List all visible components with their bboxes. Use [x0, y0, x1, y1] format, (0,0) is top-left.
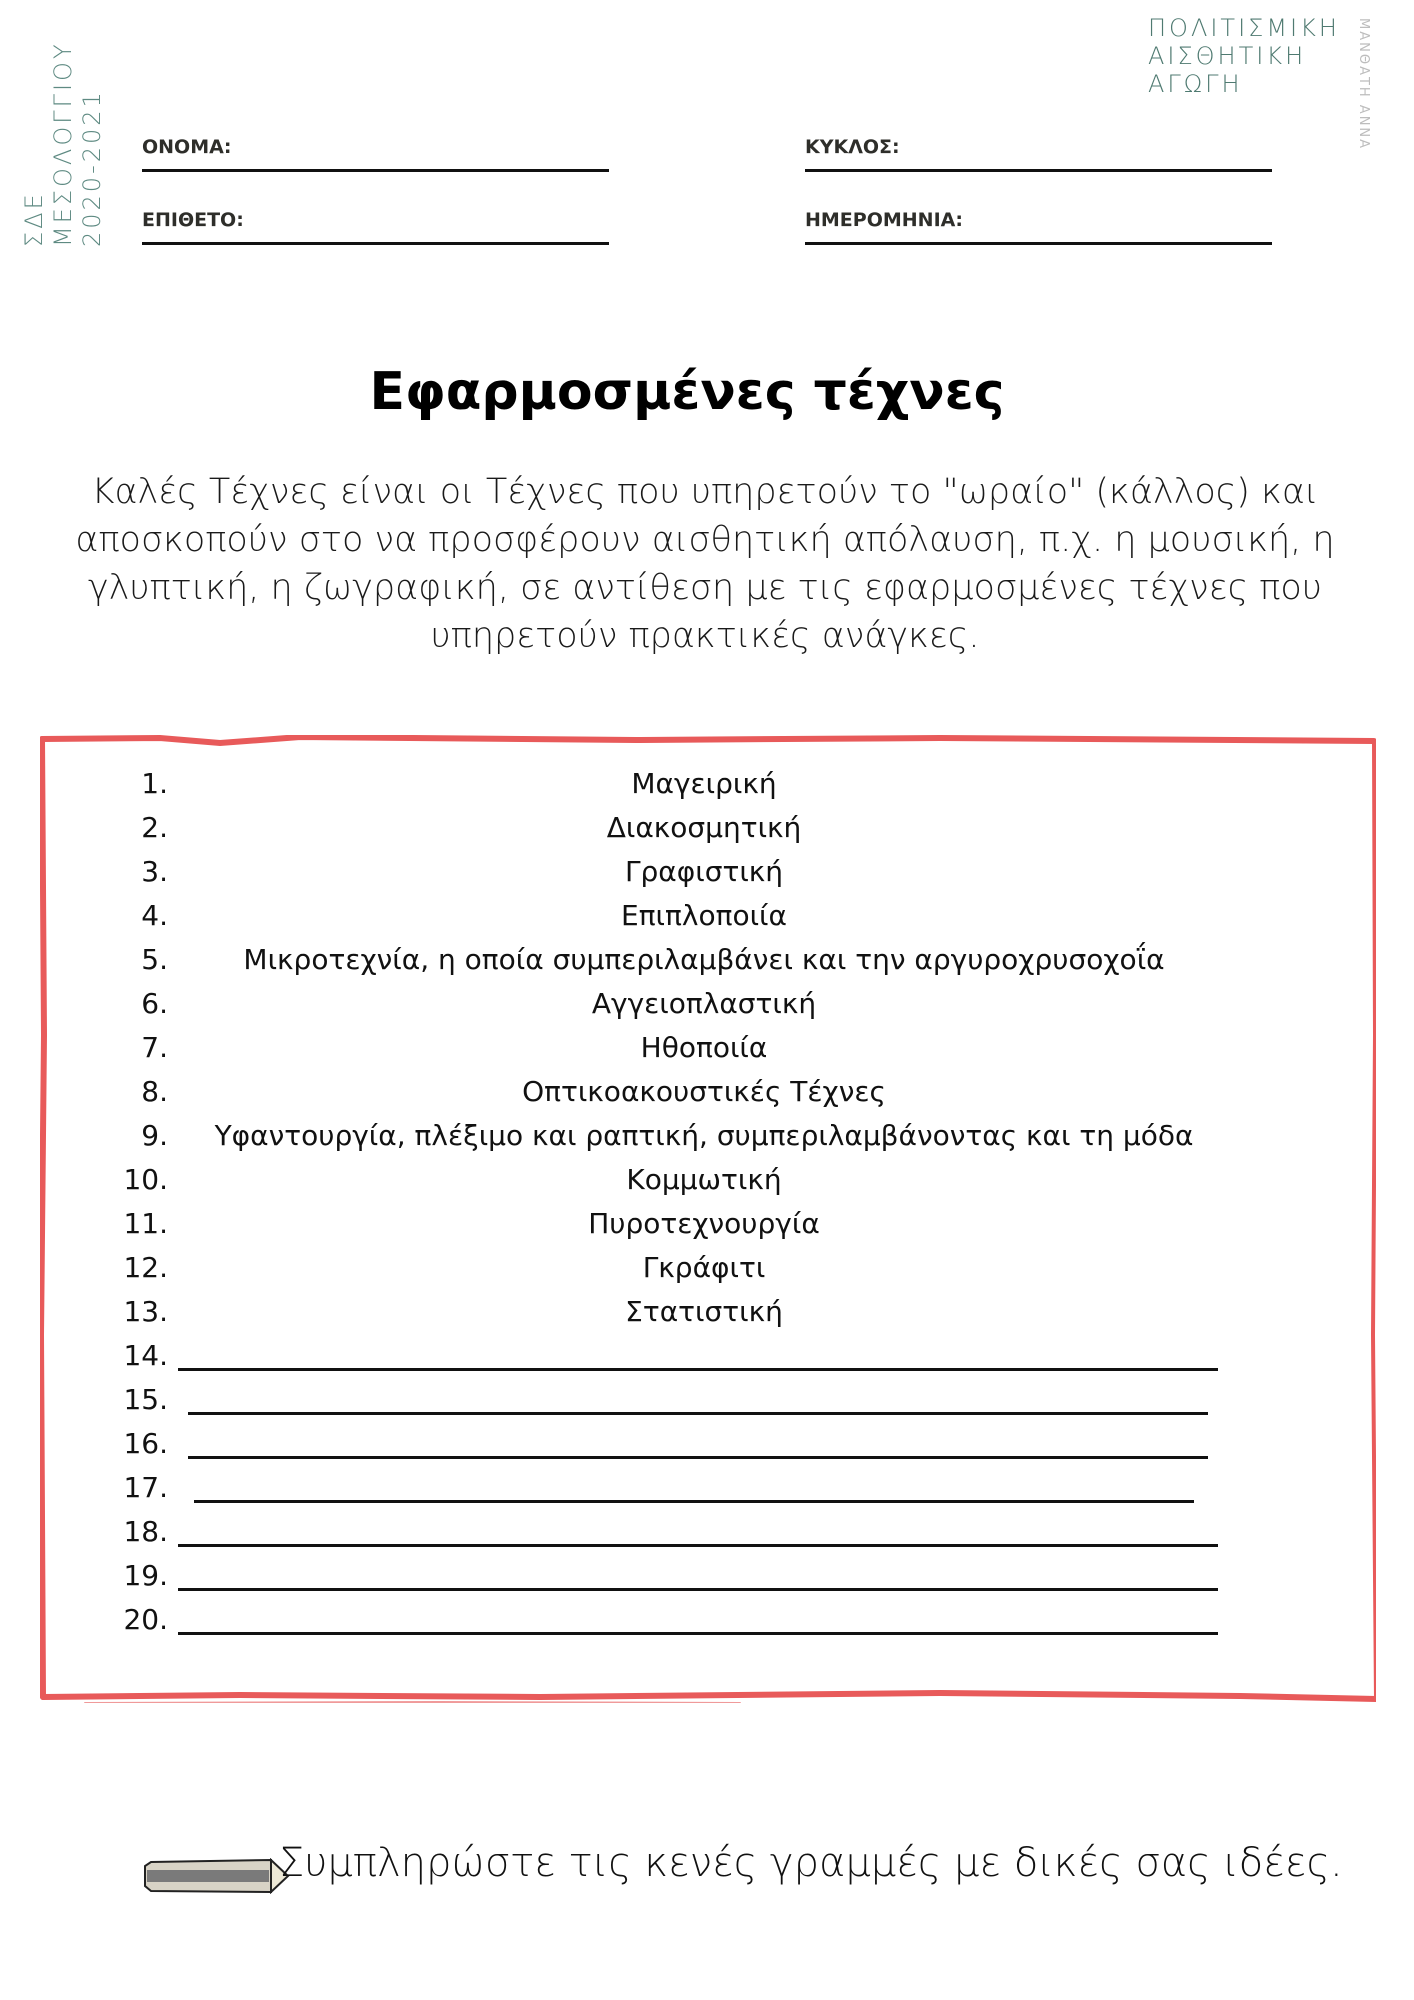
- list-item: [120, 894, 1230, 938]
- name-input-line[interactable]: [142, 169, 609, 172]
- list-item-number: 10.: [123, 1163, 168, 1196]
- list-item-number: 6.: [141, 987, 168, 1020]
- blank-answer-line[interactable]: [178, 1368, 1218, 1371]
- school-label-line: ΜΕΣΟΛΟΓΓΙΟΥ: [49, 41, 77, 247]
- brand-line: ΑΓΩΓΗ: [1148, 70, 1243, 98]
- name-field[interactable]: [142, 136, 231, 158]
- list-item: [120, 1158, 1230, 1202]
- list-item-text: Πυροτεχνουργία: [588, 1207, 820, 1240]
- author-label: [1351, 18, 1371, 158]
- list-item-text: Ηθοποιία: [640, 1031, 768, 1064]
- list-item: [120, 1070, 1230, 1114]
- blank-answer-line[interactable]: [194, 1500, 1194, 1503]
- school-label-line: ΣΔΕ: [20, 191, 48, 247]
- subject-brand: [1148, 14, 1340, 98]
- cycle-label: ΚΥΚΛΟΣ:: [805, 136, 900, 158]
- list-item-text: Επιπλοποιία: [621, 899, 787, 932]
- list-item: [120, 1290, 1230, 1334]
- brand-line: ΠΟΛΙΤΙΣΜΙΚΗ: [1148, 14, 1340, 42]
- surname-input-line[interactable]: [142, 242, 609, 245]
- list-item-number: 9.: [141, 1119, 168, 1152]
- list-item-number: 14.: [123, 1339, 168, 1372]
- list-item-text: Υφαντουργία, πλέξιμο και ραπτική, συμπεριλαμβάνοντας και τη μόδα: [214, 1119, 1194, 1152]
- list-item: [120, 1114, 1230, 1158]
- list-item-text: Γραφιστική: [624, 855, 784, 888]
- pencil-icon: [143, 1858, 293, 1894]
- blank-list-item[interactable]: [120, 1554, 1230, 1598]
- blank-list-item[interactable]: [120, 1378, 1230, 1422]
- blank-answer-line[interactable]: [178, 1544, 1218, 1547]
- page-title: Εφαρμοσμένες τέχνες: [369, 362, 1005, 422]
- school-label: [14, 22, 114, 247]
- list-item-text: Διακοσμητική: [606, 811, 802, 844]
- school-year: 2020-2021: [78, 89, 106, 247]
- instruction-text: Συμπληρώστε τις κενές γραμμές με δικές σας ιδέες.: [279, 1840, 1343, 1886]
- blank-list-item[interactable]: [120, 1510, 1230, 1554]
- date-input-line[interactable]: [805, 242, 1272, 245]
- cycle-field[interactable]: [805, 136, 900, 158]
- name-label: ΟΝΟΜΑ:: [142, 136, 232, 158]
- list-item-text: Στατιστική: [625, 1295, 783, 1328]
- list-item-number: 3.: [141, 855, 168, 888]
- list-item-number: 15.: [123, 1383, 168, 1416]
- blank-list-item[interactable]: [120, 1422, 1230, 1466]
- applied-arts-list: [120, 762, 1230, 1642]
- date-label: ΗΜΕΡΟΜΗΝΙΑ:: [805, 209, 963, 231]
- list-item-number: 5.: [141, 943, 168, 976]
- intro-paragraph: Καλές Τέχνες είναι οι Τέχνες που υπηρετούν το "ωραίο" (κάλλος) και αποσκοπούν στο να προσφέρουν αισθητική απόλαυση, π.χ. η μουσική, η γλυπτική, η ζωγραφική, σε αντίθεση με τις εφαρμοσμένες τέχνες που υπηρετούν πρακτικές ανάγκες.: [75, 472, 1335, 656]
- blank-answer-line[interactable]: [178, 1632, 1218, 1635]
- list-item-number: 7.: [141, 1031, 168, 1064]
- list-item-number: 20.: [123, 1603, 168, 1636]
- surname-label: ΕΠΙΘΕΤΟ:: [142, 209, 244, 231]
- list-item-number: 8.: [141, 1075, 168, 1108]
- list-item-number: 12.: [123, 1251, 168, 1284]
- blank-list-item[interactable]: [120, 1598, 1230, 1642]
- blank-list-item[interactable]: [120, 1334, 1230, 1378]
- list-item-number: 17.: [123, 1471, 168, 1504]
- instruction-footer: [143, 1840, 1343, 1900]
- list-item-number: 13.: [123, 1295, 168, 1328]
- list-item-text: Μικροτεχνία, η οποία συμπεριλαμβάνει και την αργυροχρυσοχοΐα: [243, 943, 1165, 976]
- list-item: [120, 850, 1230, 894]
- list-item-number: 18.: [123, 1515, 168, 1548]
- blank-answer-line[interactable]: [178, 1588, 1218, 1591]
- list-item: [120, 762, 1230, 806]
- surname-field[interactable]: [142, 209, 244, 231]
- blank-answer-line[interactable]: [188, 1412, 1208, 1415]
- blank-list-item[interactable]: [120, 1466, 1230, 1510]
- date-field[interactable]: [805, 209, 963, 231]
- list-item-text: Γκράφιτι: [642, 1251, 766, 1284]
- list-item: [120, 938, 1230, 982]
- list-item-number: 19.: [123, 1559, 168, 1592]
- list-item: [120, 1026, 1230, 1070]
- list-item-number: 1.: [141, 767, 168, 800]
- list-item-number: 16.: [123, 1427, 168, 1460]
- list-item-number: 2.: [141, 811, 168, 844]
- list-item-text: Κομμωτική: [626, 1163, 782, 1196]
- list-item: [120, 1202, 1230, 1246]
- list-item-number: 4.: [141, 899, 168, 932]
- list-item-text: Μαγειρική: [631, 767, 777, 800]
- brand-line: ΑΙΣΘΗΤΙΚΗ: [1148, 42, 1307, 70]
- blank-answer-line[interactable]: [188, 1456, 1208, 1459]
- list-item: [120, 982, 1230, 1026]
- list-item-text: Αγγειοπλαστική: [591, 987, 817, 1020]
- cycle-input-line[interactable]: [805, 169, 1272, 172]
- list-item-number: 11.: [123, 1207, 168, 1240]
- list-item: [120, 806, 1230, 850]
- list-item-text: Οπτικοακουστικές Τέχνες: [522, 1075, 886, 1108]
- list-item: [120, 1246, 1230, 1290]
- author-name: ΜΑΝΘΑΤΗ ΑΝΝΑ: [1356, 18, 1371, 151]
